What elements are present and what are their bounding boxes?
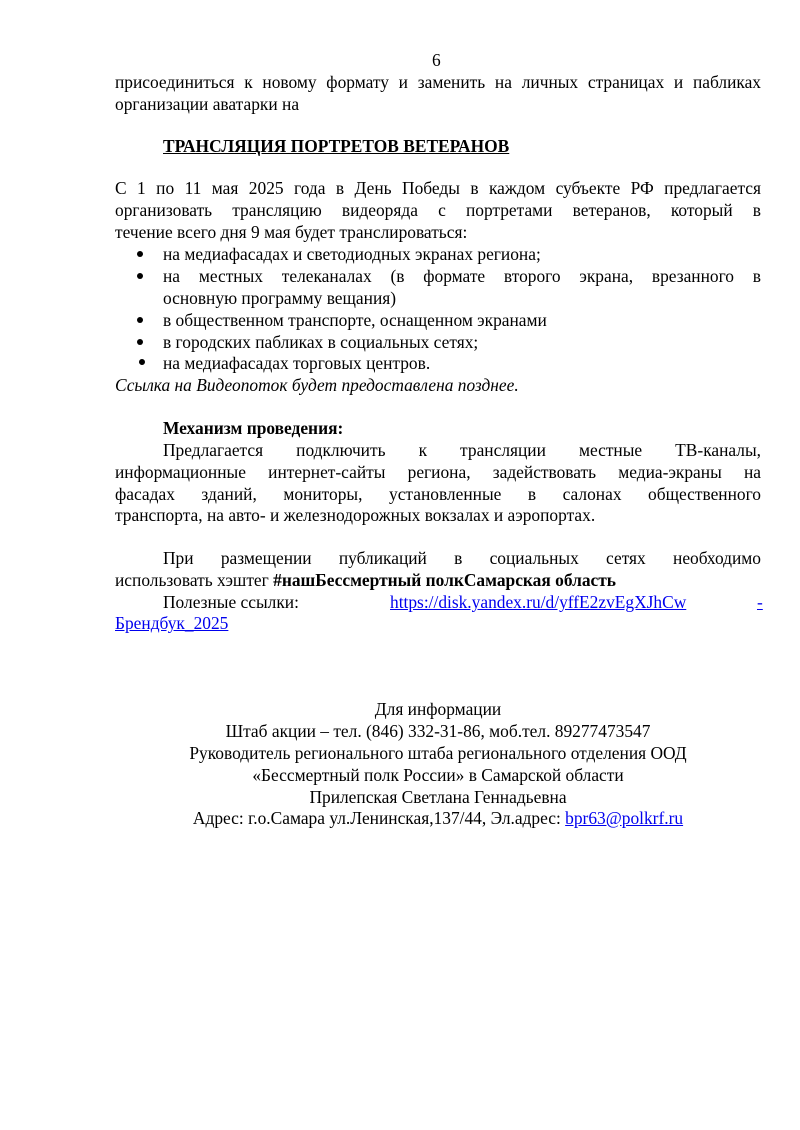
useful-links-label: Полезные ссылки: xyxy=(163,592,299,612)
intro-line-1: присоединиться к новому формату и заменить на личных страницах и пабликах xyxy=(115,72,761,92)
intro-line-2: организации аватарки на xyxy=(115,94,300,114)
stream-note: Ссылка на Видеопоток будет предоставлена позднее. xyxy=(115,375,519,395)
section-heading: ТРАНСЛЯЦИЯ ПОРТРЕТОВ ВЕТЕРАНОВ xyxy=(163,136,510,156)
link-dash[interactable]: - xyxy=(757,592,763,612)
hashtag: #нашБессмертный полкСамарская область xyxy=(273,570,617,590)
contact-head-line-2: «Бессмертный полк России» в Самарской области xyxy=(252,765,624,785)
contact-address: Адрес: г.о.Самара ул.Ленинская,137/44, Эл.адрес: bpr63@polkrf.ru xyxy=(192,808,684,828)
contact-phones: Штаб акции – тел. (846) 332-31-86, моб.тел. 89277473547 xyxy=(225,721,651,741)
contact-head-line-1: Руководитель регионального штаба регионального отделения ООД xyxy=(189,743,687,763)
brandbook-link[interactable]: Брендбук_2025 xyxy=(115,613,229,633)
mechanism-line-4: транспорта, на авто- и железнодорожных вокзалах и аэропортах. xyxy=(115,505,596,525)
email-link[interactable]: bpr63@polkrf.ru xyxy=(565,808,684,828)
list-item: на медиафасадах торговых центров. xyxy=(163,353,431,373)
list-item-continuation: основную программу вещания) xyxy=(163,288,397,308)
page-number: 6 xyxy=(432,50,441,70)
bullet-dot-icon xyxy=(137,339,143,345)
paragraph-1-line-3: течение всего дня 9 мая будет транслироваться: xyxy=(115,222,468,242)
mechanism-line-2: информационные интернет-сайты региона, задействовать медиа-экраны на xyxy=(115,462,761,482)
yandex-disk-link[interactable]: https://disk.yandex.ru/d/yffE2zvEgXJhCw xyxy=(390,592,687,612)
list-item: в городских пабликах в социальных сетях; xyxy=(163,332,479,352)
bullet-dot-icon xyxy=(137,251,143,257)
list-item: на медиафасадах и светодиодных экранах региона; xyxy=(163,244,541,264)
mechanism-title: Механизм проведения: xyxy=(163,418,344,438)
paragraph-1-line-2: организовать трансляцию видеоряда с портретами ветеранов, который в xyxy=(115,200,761,220)
list-item: в общественном транспорте, оснащенном экранами xyxy=(163,310,547,330)
social-line-2: использовать хэштег #нашБессмертный полкСамарская область xyxy=(115,570,617,590)
bullet-dot-icon xyxy=(137,273,143,279)
paragraph-1-line-1: С 1 по 11 мая 2025 года в День Победы в каждом субъекте РФ предлагается xyxy=(115,178,761,198)
mechanism-line-3: фасадах зданий, мониторы, установленные в салонах общественного xyxy=(115,484,761,504)
bullet-dot-icon xyxy=(137,317,143,323)
list-item: на местных телеканалах (в формате второго экрана, врезанного в xyxy=(163,266,761,286)
bullet-dot-icon xyxy=(138,358,146,366)
contact-title: Для информации xyxy=(374,699,502,719)
social-line-1: При размещении публикаций в социальных сетях необходимо xyxy=(163,548,761,568)
contact-name: Прилепская Светлана Геннадьевна xyxy=(309,787,567,807)
mechanism-line-1: Предлагается подключить к трансляции местные ТВ-каналы, xyxy=(163,440,761,460)
